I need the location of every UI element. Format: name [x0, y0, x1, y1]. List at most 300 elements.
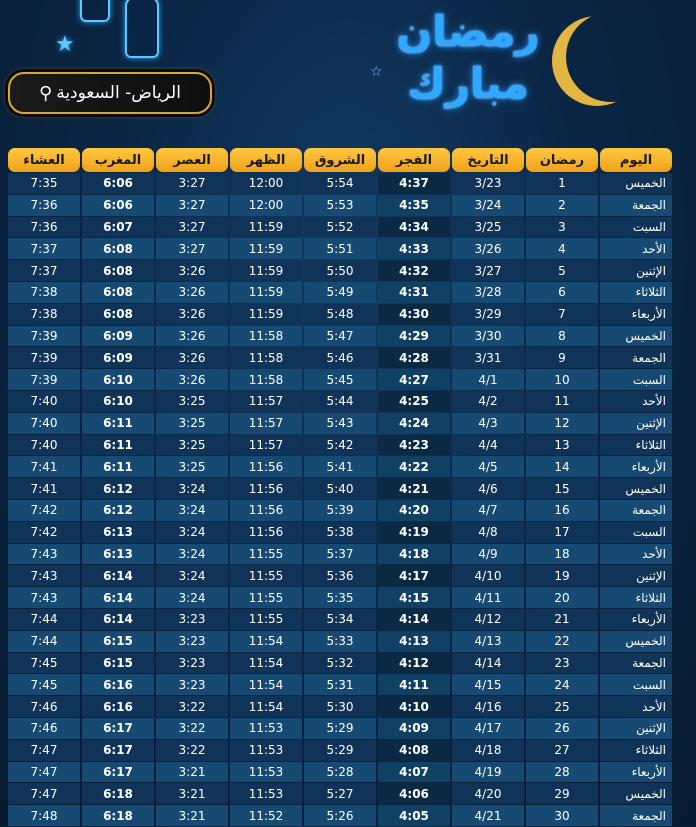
- day-cell: الخميس: [600, 631, 672, 652]
- maghrib-cell: 6:08: [82, 260, 154, 281]
- ramadan-day-cell: 17: [526, 522, 598, 543]
- fajr-cell: 4:21: [378, 478, 450, 499]
- date-cell: 3/31: [452, 347, 524, 368]
- isha-cell: 7:47: [8, 783, 80, 804]
- maghrib-cell: 6:08: [82, 282, 154, 303]
- dhuhr-cell: 11:56: [230, 500, 302, 521]
- asr-cell: 3:24: [156, 544, 228, 565]
- asr-cell: 3:26: [156, 369, 228, 390]
- sunrise-cell: 5:49: [304, 282, 376, 303]
- table-row: [8, 369, 672, 390]
- table-body: [8, 173, 672, 826]
- ramadan-day-cell: 4: [526, 238, 598, 259]
- ramadan-mubarak-title: [368, 6, 568, 116]
- maghrib-cell: 6:07: [82, 217, 154, 238]
- maghrib-cell: 6:17: [82, 762, 154, 783]
- day-cell: السبت: [600, 369, 672, 390]
- maghrib-cell: 6:13: [82, 544, 154, 565]
- lantern-icon: [125, 0, 159, 58]
- column-header: اليوم: [600, 148, 672, 172]
- dhuhr-cell: 11:58: [230, 369, 302, 390]
- ramadan-day-cell: 1: [526, 173, 598, 194]
- fajr-cell: 4:30: [378, 304, 450, 325]
- ramadan-day-cell: 19: [526, 565, 598, 586]
- table-row: [8, 195, 672, 216]
- header: [0, 0, 696, 140]
- fajr-cell: 4:11: [378, 674, 450, 695]
- sunrise-cell: 5:53: [304, 195, 376, 216]
- sunrise-cell: 5:36: [304, 565, 376, 586]
- asr-cell: 3:24: [156, 587, 228, 608]
- day-cell: الإثنين: [600, 260, 672, 281]
- fajr-cell: 4:18: [378, 544, 450, 565]
- fajr-cell: 4:07: [378, 762, 450, 783]
- day-cell: الجمعة: [600, 347, 672, 368]
- dhuhr-cell: 11:56: [230, 522, 302, 543]
- asr-cell: 3:24: [156, 522, 228, 543]
- column-header: رمضان: [526, 148, 598, 172]
- maghrib-cell: 6:14: [82, 565, 154, 586]
- isha-cell: 7:43: [8, 565, 80, 586]
- fajr-cell: 4:23: [378, 435, 450, 456]
- fajr-cell: 4:28: [378, 347, 450, 368]
- table-row: [8, 217, 672, 238]
- fajr-cell: 4:12: [378, 653, 450, 674]
- sunrise-cell: 5:41: [304, 456, 376, 477]
- table-row: [8, 500, 672, 521]
- day-cell: الخميس: [600, 173, 672, 194]
- day-cell: الخميس: [600, 326, 672, 347]
- maghrib-cell: 6:11: [82, 413, 154, 434]
- fajr-cell: 4:33: [378, 238, 450, 259]
- column-header: المغرب: [82, 148, 154, 172]
- asr-cell: 3:27: [156, 195, 228, 216]
- ramadan-day-cell: 15: [526, 478, 598, 499]
- asr-cell: 3:24: [156, 500, 228, 521]
- asr-cell: 3:22: [156, 696, 228, 717]
- sunrise-cell: 5:46: [304, 347, 376, 368]
- isha-cell: 7:47: [8, 762, 80, 783]
- date-cell: 4/16: [452, 696, 524, 717]
- dhuhr-cell: 11:59: [230, 260, 302, 281]
- table-row: [8, 674, 672, 695]
- maghrib-cell: 6:11: [82, 435, 154, 456]
- isha-cell: 7:40: [8, 413, 80, 434]
- dhuhr-cell: 11:54: [230, 674, 302, 695]
- date-cell: 4/7: [452, 500, 524, 521]
- sunrise-cell: 5:50: [304, 260, 376, 281]
- date-cell: 3/27: [452, 260, 524, 281]
- maghrib-cell: 6:18: [82, 783, 154, 804]
- day-cell: الأربعاء: [600, 456, 672, 477]
- ramadan-day-cell: 11: [526, 391, 598, 412]
- isha-cell: 7:41: [8, 456, 80, 477]
- sunrise-cell: 5:33: [304, 631, 376, 652]
- isha-cell: 7:41: [8, 478, 80, 499]
- ramadan-day-cell: 14: [526, 456, 598, 477]
- date-cell: 3/30: [452, 326, 524, 347]
- date-cell: 4/4: [452, 435, 524, 456]
- prayer-times-table: [6, 147, 674, 827]
- sunrise-cell: 5:44: [304, 391, 376, 412]
- day-cell: الأحد: [600, 391, 672, 412]
- asr-cell: 3:26: [156, 260, 228, 281]
- day-cell: الجمعة: [600, 500, 672, 521]
- dhuhr-cell: 11:56: [230, 456, 302, 477]
- table-row: [8, 522, 672, 543]
- sunrise-cell: 5:38: [304, 522, 376, 543]
- column-header: الفجر: [378, 148, 450, 172]
- star-icon: ★: [55, 32, 75, 57]
- ramadan-day-cell: 3: [526, 217, 598, 238]
- maghrib-cell: 6:16: [82, 674, 154, 695]
- day-cell: الجمعة: [600, 195, 672, 216]
- isha-cell: 7:38: [8, 304, 80, 325]
- date-cell: 3/29: [452, 304, 524, 325]
- ramadan-day-cell: 26: [526, 718, 598, 739]
- fajr-cell: 4:09: [378, 718, 450, 739]
- date-cell: 3/28: [452, 282, 524, 303]
- asr-cell: 3:27: [156, 238, 228, 259]
- sunrise-cell: 5:47: [304, 326, 376, 347]
- asr-cell: 3:27: [156, 173, 228, 194]
- isha-cell: 7:35: [8, 173, 80, 194]
- ramadan-day-cell: 30: [526, 805, 598, 826]
- sunrise-cell: 5:45: [304, 369, 376, 390]
- isha-cell: 7:38: [8, 282, 80, 303]
- table-row: [8, 282, 672, 303]
- day-cell: الأحد: [600, 696, 672, 717]
- sunrise-cell: 5:27: [304, 783, 376, 804]
- asr-cell: 3:23: [156, 631, 228, 652]
- sunrise-cell: 5:32: [304, 653, 376, 674]
- isha-cell: 7:39: [8, 369, 80, 390]
- table-row: [8, 718, 672, 739]
- dhuhr-cell: 11:55: [230, 587, 302, 608]
- table-row: [8, 326, 672, 347]
- date-cell: 4/14: [452, 653, 524, 674]
- dhuhr-cell: 11:59: [230, 282, 302, 303]
- fajr-cell: 4:20: [378, 500, 450, 521]
- date-cell: 4/12: [452, 609, 524, 630]
- fajr-cell: 4:08: [378, 740, 450, 761]
- table-row: [8, 413, 672, 434]
- maghrib-cell: 6:12: [82, 500, 154, 521]
- asr-cell: 3:23: [156, 653, 228, 674]
- asr-cell: 3:25: [156, 391, 228, 412]
- table-header-row: [8, 148, 672, 172]
- date-cell: 3/23: [452, 173, 524, 194]
- fajr-cell: 4:32: [378, 260, 450, 281]
- ramadan-day-cell: 23: [526, 653, 598, 674]
- isha-cell: 7:37: [8, 260, 80, 281]
- isha-cell: 7:47: [8, 740, 80, 761]
- date-cell: 4/11: [452, 587, 524, 608]
- fajr-cell: 4:22: [378, 456, 450, 477]
- dhuhr-cell: 11:59: [230, 217, 302, 238]
- ramadan-day-cell: 9: [526, 347, 598, 368]
- date-cell: 4/3: [452, 413, 524, 434]
- isha-cell: 7:45: [8, 674, 80, 695]
- asr-cell: 3:26: [156, 304, 228, 325]
- table-row: [8, 238, 672, 259]
- column-header: الشروق: [304, 148, 376, 172]
- sunrise-cell: 5:29: [304, 718, 376, 739]
- asr-cell: 3:21: [156, 783, 228, 804]
- sunrise-cell: 5:37: [304, 544, 376, 565]
- dhuhr-cell: 11:54: [230, 631, 302, 652]
- table-row: [8, 391, 672, 412]
- dhuhr-cell: 11:57: [230, 413, 302, 434]
- fajr-cell: 4:06: [378, 783, 450, 804]
- crescent-moon-icon: [566, 12, 656, 102]
- table-row: [8, 762, 672, 783]
- ramadan-day-cell: 28: [526, 762, 598, 783]
- day-cell: الثلاثاء: [600, 587, 672, 608]
- date-cell: 4/13: [452, 631, 524, 652]
- location-label: الرياض- السعودية: [56, 83, 181, 103]
- asr-cell: 3:26: [156, 282, 228, 303]
- dhuhr-cell: 11:53: [230, 762, 302, 783]
- table-row: [8, 456, 672, 477]
- day-cell: الثلاثاء: [600, 740, 672, 761]
- title-line-2: مبارك: [407, 59, 529, 108]
- fajr-cell: 4:27: [378, 369, 450, 390]
- sunrise-cell: 5:26: [304, 805, 376, 826]
- maghrib-cell: 6:09: [82, 326, 154, 347]
- isha-cell: 7:43: [8, 587, 80, 608]
- column-header: العشاء: [8, 148, 80, 172]
- maghrib-cell: 6:13: [82, 522, 154, 543]
- table-row: [8, 609, 672, 630]
- dhuhr-cell: 11:57: [230, 391, 302, 412]
- fajr-cell: 4:19: [378, 522, 450, 543]
- column-header: العصر: [156, 148, 228, 172]
- dhuhr-cell: 11:53: [230, 783, 302, 804]
- table-row: [8, 478, 672, 499]
- fajr-cell: 4:14: [378, 609, 450, 630]
- column-header: الظهر: [230, 148, 302, 172]
- maghrib-cell: 6:18: [82, 805, 154, 826]
- table-row: [8, 565, 672, 586]
- date-cell: 4/2: [452, 391, 524, 412]
- asr-cell: 3:21: [156, 805, 228, 826]
- table-row: [8, 740, 672, 761]
- date-cell: 4/20: [452, 783, 524, 804]
- dhuhr-cell: 11:55: [230, 609, 302, 630]
- sunrise-cell: 5:54: [304, 173, 376, 194]
- maghrib-cell: 6:17: [82, 718, 154, 739]
- sunrise-cell: 5:28: [304, 762, 376, 783]
- isha-cell: 7:36: [8, 217, 80, 238]
- lantern-decoration: [55, 0, 175, 70]
- dhuhr-cell: 11:53: [230, 740, 302, 761]
- date-cell: 4/17: [452, 718, 524, 739]
- date-cell: 4/5: [452, 456, 524, 477]
- table-row: [8, 304, 672, 325]
- fajr-cell: 4:10: [378, 696, 450, 717]
- isha-cell: 7:39: [8, 347, 80, 368]
- maghrib-cell: 6:11: [82, 456, 154, 477]
- day-cell: الثلاثاء: [600, 282, 672, 303]
- isha-cell: 7:36: [8, 195, 80, 216]
- sunrise-cell: 5:48: [304, 304, 376, 325]
- isha-cell: 7:37: [8, 238, 80, 259]
- maghrib-cell: 6:14: [82, 609, 154, 630]
- date-cell: 4/18: [452, 740, 524, 761]
- table-row: [8, 173, 672, 194]
- asr-cell: 3:27: [156, 217, 228, 238]
- maghrib-cell: 6:10: [82, 369, 154, 390]
- date-cell: 4/8: [452, 522, 524, 543]
- isha-cell: 7:44: [8, 609, 80, 630]
- fajr-cell: 4:13: [378, 631, 450, 652]
- lantern-icon: [80, 0, 110, 22]
- date-cell: 3/24: [452, 195, 524, 216]
- location-pin-icon: ⚲: [39, 82, 53, 104]
- ramadan-day-cell: 22: [526, 631, 598, 652]
- ramadan-day-cell: 10: [526, 369, 598, 390]
- maghrib-cell: 6:06: [82, 195, 154, 216]
- ramadan-day-cell: 24: [526, 674, 598, 695]
- isha-cell: 7:48: [8, 805, 80, 826]
- table-row: [8, 805, 672, 826]
- asr-cell: 3:23: [156, 609, 228, 630]
- isha-cell: 7:45: [8, 653, 80, 674]
- day-cell: الخميس: [600, 478, 672, 499]
- sunrise-cell: 5:51: [304, 238, 376, 259]
- date-cell: 4/15: [452, 674, 524, 695]
- day-cell: الجمعة: [600, 653, 672, 674]
- day-cell: الثلاثاء: [600, 435, 672, 456]
- ramadan-day-cell: 27: [526, 740, 598, 761]
- sunrise-cell: 5:35: [304, 587, 376, 608]
- sunrise-cell: 5:30: [304, 696, 376, 717]
- table-row: [8, 653, 672, 674]
- day-cell: الأربعاء: [600, 762, 672, 783]
- ramadan-day-cell: 5: [526, 260, 598, 281]
- table-row: [8, 631, 672, 652]
- sunrise-cell: 5:43: [304, 413, 376, 434]
- ramadan-day-cell: 18: [526, 544, 598, 565]
- isha-cell: 7:42: [8, 500, 80, 521]
- sunrise-cell: 5:39: [304, 500, 376, 521]
- ramadan-day-cell: 29: [526, 783, 598, 804]
- dhuhr-cell: 11:59: [230, 304, 302, 325]
- isha-cell: 7:42: [8, 522, 80, 543]
- ramadan-day-cell: 13: [526, 435, 598, 456]
- maghrib-cell: 6:15: [82, 653, 154, 674]
- maghrib-cell: 6:06: [82, 173, 154, 194]
- day-cell: الإثنين: [600, 413, 672, 434]
- maghrib-cell: 6:08: [82, 304, 154, 325]
- fajr-cell: 4:17: [378, 565, 450, 586]
- asr-cell: 3:26: [156, 347, 228, 368]
- dhuhr-cell: 11:56: [230, 478, 302, 499]
- asr-cell: 3:23: [156, 674, 228, 695]
- star-icon: ☆: [370, 64, 383, 80]
- date-cell: 4/9: [452, 544, 524, 565]
- ramadan-day-cell: 21: [526, 609, 598, 630]
- dhuhr-cell: 11:58: [230, 347, 302, 368]
- dhuhr-cell: 11:57: [230, 435, 302, 456]
- maghrib-cell: 6:14: [82, 587, 154, 608]
- fajr-cell: 4:29: [378, 326, 450, 347]
- ramadan-day-cell: 7: [526, 304, 598, 325]
- maghrib-cell: 6:08: [82, 238, 154, 259]
- dhuhr-cell: 11:54: [230, 696, 302, 717]
- table-row: [8, 587, 672, 608]
- date-cell: 4/1: [452, 369, 524, 390]
- day-cell: الأربعاء: [600, 304, 672, 325]
- dhuhr-cell: 11:55: [230, 544, 302, 565]
- day-cell: الخميس: [600, 783, 672, 804]
- table-row: [8, 347, 672, 368]
- asr-cell: 3:25: [156, 435, 228, 456]
- asr-cell: 3:24: [156, 478, 228, 499]
- asr-cell: 3:25: [156, 413, 228, 434]
- sunrise-cell: 5:40: [304, 478, 376, 499]
- isha-cell: 7:39: [8, 326, 80, 347]
- dhuhr-cell: 11:54: [230, 653, 302, 674]
- isha-cell: 7:46: [8, 718, 80, 739]
- maghrib-cell: 6:10: [82, 391, 154, 412]
- ramadan-day-cell: 2: [526, 195, 598, 216]
- fajr-cell: 4:34: [378, 217, 450, 238]
- fajr-cell: 4:15: [378, 587, 450, 608]
- fajr-cell: 4:37: [378, 173, 450, 194]
- fajr-cell: 4:31: [378, 282, 450, 303]
- isha-cell: 7:46: [8, 696, 80, 717]
- table-row: [8, 783, 672, 804]
- date-cell: 3/26: [452, 238, 524, 259]
- date-cell: 4/19: [452, 762, 524, 783]
- day-cell: السبت: [600, 522, 672, 543]
- ramadan-day-cell: 16: [526, 500, 598, 521]
- day-cell: السبت: [600, 674, 672, 695]
- maghrib-cell: 6:09: [82, 347, 154, 368]
- isha-cell: 7:40: [8, 435, 80, 456]
- day-cell: الأربعاء: [600, 609, 672, 630]
- ramadan-day-cell: 12: [526, 413, 598, 434]
- maghrib-cell: 6:17: [82, 740, 154, 761]
- asr-cell: 3:22: [156, 718, 228, 739]
- ramadan-day-cell: 6: [526, 282, 598, 303]
- fajr-cell: 4:05: [378, 805, 450, 826]
- dhuhr-cell: 11:52: [230, 805, 302, 826]
- day-cell: السبت: [600, 217, 672, 238]
- column-header: التاريخ: [452, 148, 524, 172]
- dhuhr-cell: 11:58: [230, 326, 302, 347]
- asr-cell: 3:21: [156, 762, 228, 783]
- date-cell: 3/25: [452, 217, 524, 238]
- day-cell: الأحد: [600, 544, 672, 565]
- table-row: [8, 260, 672, 281]
- fajr-cell: 4:24: [378, 413, 450, 434]
- sunrise-cell: 5:42: [304, 435, 376, 456]
- maghrib-cell: 6:15: [82, 631, 154, 652]
- table-row: [8, 544, 672, 565]
- table-row: [8, 696, 672, 717]
- asr-cell: 3:22: [156, 740, 228, 761]
- date-cell: 4/21: [452, 805, 524, 826]
- dhuhr-cell: 12:00: [230, 195, 302, 216]
- maghrib-cell: 6:16: [82, 696, 154, 717]
- day-cell: الجمعة: [600, 805, 672, 826]
- day-cell: الإثنين: [600, 565, 672, 586]
- dhuhr-cell: 11:55: [230, 565, 302, 586]
- maghrib-cell: 6:12: [82, 478, 154, 499]
